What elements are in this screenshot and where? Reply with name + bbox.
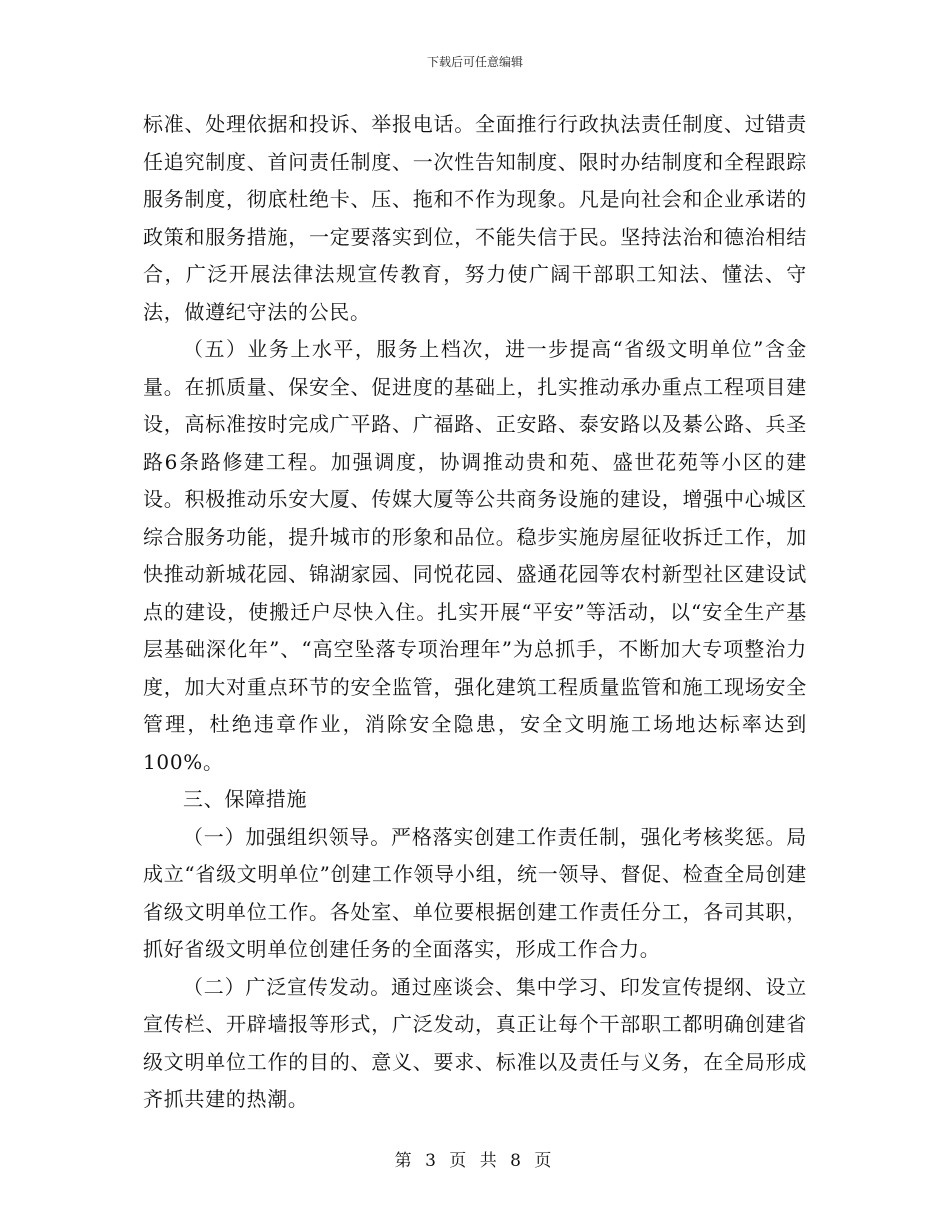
paragraph-2: （五）业务上水平，服务上档次，进一步提高“省级文明单位”含金量。在抓质量、保安全、促进度的基础上，扎实推动承办重点工程项目建设，高标准按时完成广平路、广福路、正安路、泰安路以及綦公路、兵圣路6条路修建工程。加强调度，协调推动贵和苑、盛世花苑等小区的建设。积极推动乐安大厦、传媒大厦等公共商务设施的建设，增强中心城区综合服务功能，提升城市的形象和品位。稳步实施房屋征收拆迁工作，加快推动新城花园、锦湖家园、同悦花园、盛通花园等农村新型社区建设试点的建设，使搬迁户尽快入住。扎实开展“平安”等活动，以“安全生产基层基础深化年”、“高空坠落专项治理年”为总抓手，不断加大专项整治力度，加大对重点环节的安全监管，强化建筑工程质量监管和施工现场安全管理，杜绝违章作业，消除安全隐患，安全文明施工场地达标率达到100%。	[143, 337, 807, 774]
section-heading-safeguards: 三、保障措施	[183, 787, 308, 811]
paragraph-4: （二）广泛宣传发动。通过座谈会、集中学习、印发宣传提纲、设立宣传栏、开辟墙报等形式，广泛发动，真正让每个干部职工都明确创建省级文明单位工作的目的、意义、要求、标准以及责任与义务，在全局形成齐抓共建的热潮。	[143, 974, 807, 1111]
document-body	[143, 106, 807, 1119]
paragraph-1: 标准、处理依据和投诉、举报电话。全面推行行政执法责任制度、过错责任追究制度、首问责任制度、一次性告知制度、限时办结制度和全程跟踪服务制度，彻底杜绝卡、压、拖和不作为现象。凡是向社会和企业承诺的政策和服务措施，一定要落实到位，不能失信于民。坚持法治和德治相结合，广泛开展法律法规宣传教育，努力使广阔干部职工知法、懂法、守法，做遵纪守法的公民。	[143, 112, 807, 324]
page-header-note: 下载后可任意编辑	[426, 55, 523, 69]
page-number: 第 3 页 共 8 页	[394, 1151, 556, 1171]
paragraph-3: （一）加强组织领导。严格落实创建工作责任制，强化考核奖惩。局成立“省级文明单位”创建工作领导小组，统一领导、督促、检查全局创建省级文明单位工作。各处室、单位要根据创建工作责任分工，各司其职，抓好省级文明单位创建任务的全面落实，形成工作合力。	[143, 824, 807, 961]
